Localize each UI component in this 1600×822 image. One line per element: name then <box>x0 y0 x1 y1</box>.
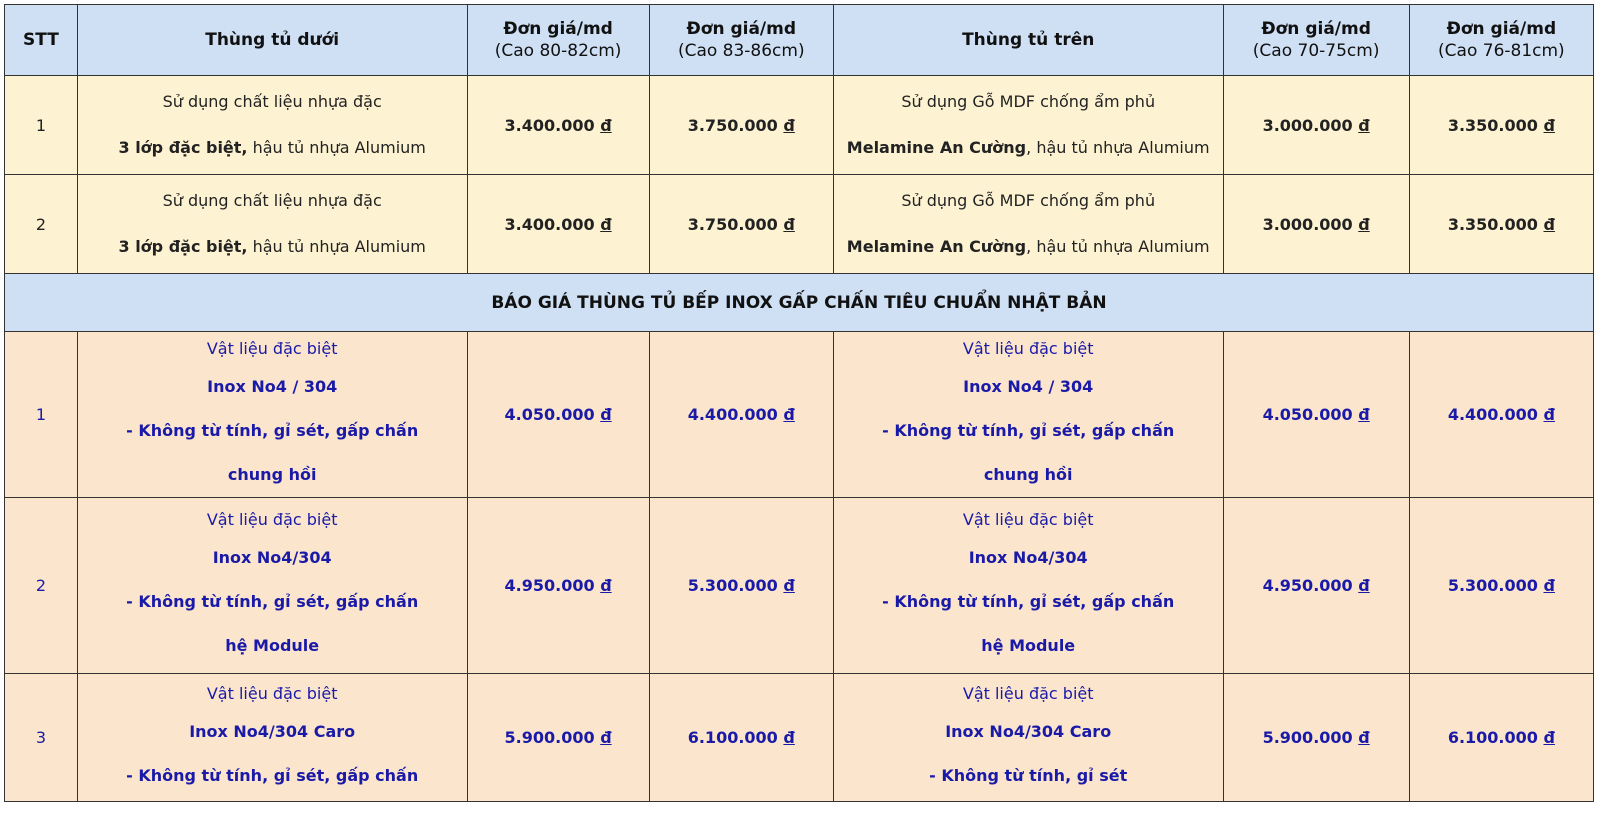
currency-symbol: đ <box>783 728 795 747</box>
desc-line: hệ Module <box>225 635 320 655</box>
header-price-3-sub: (Cao 70-75cm) <box>1252 41 1380 61</box>
section-row <box>5 274 1594 332</box>
header-price-1-sub: (Cao 80-82cm) <box>494 41 622 61</box>
price-value: 3.350.000 <box>1447 214 1538 234</box>
currency-symbol: đ <box>1543 405 1555 424</box>
price-cell <box>1223 332 1409 498</box>
price-value: 5.900.000 <box>1262 728 1353 747</box>
price-value: 6.100.000 <box>1447 728 1538 747</box>
lower-desc-cell <box>77 175 467 274</box>
desc-line: - Không từ tính, gỉ sét, gấp chấn <box>882 591 1175 611</box>
desc-rest: , hậu tủ nhựa Alumium <box>1026 138 1210 157</box>
price-table <box>4 4 1594 802</box>
price-value: 3.000.000 <box>1262 115 1353 135</box>
currency-symbol: đ <box>1358 576 1370 595</box>
price-value: 4.950.000 <box>504 576 595 595</box>
desc-line: Sử dụng chất liệu nhựa đặc <box>162 92 382 111</box>
lower-desc-cell <box>77 674 467 802</box>
stt-cell: 3 <box>5 674 78 802</box>
desc-line: Inox No4/304 <box>212 547 332 567</box>
header-price-4 <box>1409 5 1593 76</box>
desc-line: - Không từ tính, gỉ sét, gấp chấn <box>126 591 419 611</box>
price-value: 3.400.000 <box>504 115 595 135</box>
currency-symbol: đ <box>1543 214 1555 234</box>
header-price-4-sub: (Cao 76-81cm) <box>1438 41 1565 61</box>
price-cell <box>1223 76 1409 175</box>
desc-line: - Không từ tính, gỉ sét, gấp chấn <box>126 765 419 785</box>
header-row <box>5 5 1594 76</box>
header-price-3-title: Đơn giá/md <box>1261 19 1371 39</box>
desc-line: Vật liệu đặc biệt <box>962 683 1094 703</box>
price-cell <box>467 76 649 175</box>
desc-line: Inox No4 / 304 <box>207 376 338 396</box>
desc-line <box>840 235 1217 259</box>
desc-line: - Không từ tính, gỉ sét, gấp chấn <box>126 420 419 440</box>
desc-line: chung hồi <box>983 464 1073 484</box>
desc-line: chung hồi <box>227 464 317 484</box>
desc-line: Inox No4/304 Caro <box>945 721 1112 741</box>
stt-cell: 1 <box>5 332 78 498</box>
header-lower-cabinet: Thùng tủ dưới <box>77 5 467 76</box>
stt-cell: 2 <box>5 498 78 674</box>
price-cell <box>1409 76 1593 175</box>
desc-line: Inox No4/304 <box>968 547 1088 567</box>
currency-symbol: đ <box>600 576 612 595</box>
upper-desc-cell <box>833 76 1223 175</box>
currency-symbol: đ <box>1543 115 1555 135</box>
price-cell <box>467 332 649 498</box>
table-row <box>5 498 1594 674</box>
desc-bold: 3 lớp đặc biệt, <box>118 237 248 256</box>
stt-cell: 2 <box>5 175 78 274</box>
price-cell <box>649 674 833 802</box>
currency-symbol: đ <box>1543 728 1555 747</box>
price-cell <box>649 498 833 674</box>
upper-desc-cell <box>833 498 1223 674</box>
stt-cell: 1 <box>5 76 78 175</box>
lower-desc-cell <box>77 76 467 175</box>
price-value: 5.300.000 <box>687 576 778 595</box>
price-cell <box>649 332 833 498</box>
desc-line <box>84 235 461 259</box>
price-cell <box>1409 332 1593 498</box>
currency-symbol: đ <box>1358 214 1370 234</box>
table-row <box>5 175 1594 274</box>
price-cell <box>649 76 833 175</box>
lower-desc-cell <box>77 498 467 674</box>
currency-symbol: đ <box>600 115 612 135</box>
desc-bold: Melamine An Cường <box>846 237 1027 256</box>
price-value: 3.750.000 <box>687 214 778 234</box>
currency-symbol: đ <box>783 214 795 234</box>
price-cell <box>1223 674 1409 802</box>
currency-symbol: đ <box>1358 115 1370 135</box>
price-value: 3.000.000 <box>1262 214 1353 234</box>
desc-line: Sử dụng Gỗ MDF chống ẩm phủ <box>901 92 1156 111</box>
header-upper-cabinet: Thùng tủ trên <box>833 5 1223 76</box>
price-value: 3.350.000 <box>1447 115 1538 135</box>
desc-line <box>84 136 461 160</box>
price-cell <box>1409 498 1593 674</box>
price-value: 4.400.000 <box>687 405 778 424</box>
desc-line: Vật liệu đặc biệt <box>962 509 1094 529</box>
desc-line: Sử dụng Gỗ MDF chống ẩm phủ <box>901 191 1156 210</box>
desc-rest: hậu tủ nhựa Alumium <box>247 237 426 256</box>
price-value: 4.400.000 <box>1447 405 1538 424</box>
desc-bold: Melamine An Cường <box>846 138 1027 157</box>
price-value: 4.050.000 <box>1262 405 1353 424</box>
desc-line: - Không từ tính, gỉ sét, gấp chấn <box>882 420 1175 440</box>
upper-desc-cell <box>833 674 1223 802</box>
currency-symbol: đ <box>783 576 795 595</box>
section-title: BÁO GIÁ THÙNG TỦ BẾP INOX GẤP CHẤN TIÊU CHUẨN NHẬT BẢN <box>5 274 1594 332</box>
price-cell <box>467 498 649 674</box>
price-cell <box>467 674 649 802</box>
price-value: 5.900.000 <box>504 728 595 747</box>
header-price-2 <box>649 5 833 76</box>
price-cell <box>1409 674 1593 802</box>
upper-desc-cell <box>833 175 1223 274</box>
currency-symbol: đ <box>783 115 795 135</box>
header-price-1-title: Đơn giá/md <box>503 19 613 39</box>
price-value: 5.300.000 <box>1447 576 1538 595</box>
desc-line: Inox No4/304 Caro <box>189 721 356 741</box>
desc-line: Vật liệu đặc biệt <box>206 338 338 358</box>
lower-desc-cell <box>77 332 467 498</box>
price-cell <box>467 175 649 274</box>
desc-line: Vật liệu đặc biệt <box>962 338 1094 358</box>
header-price-3 <box>1223 5 1409 76</box>
table-row <box>5 76 1594 175</box>
desc-rest: , hậu tủ nhựa Alumium <box>1026 237 1210 256</box>
desc-line: Inox No4 / 304 <box>963 376 1094 396</box>
table-row <box>5 332 1594 498</box>
currency-symbol: đ <box>600 405 612 424</box>
desc-bold: 3 lớp đặc biệt, <box>118 138 248 157</box>
currency-symbol: đ <box>1358 405 1370 424</box>
desc-line <box>840 136 1217 160</box>
price-cell <box>1409 175 1593 274</box>
desc-rest: hậu tủ nhựa Alumium <box>247 138 426 157</box>
currency-symbol: đ <box>783 405 795 424</box>
desc-line: Vật liệu đặc biệt <box>206 683 338 703</box>
price-value: 4.950.000 <box>1262 576 1353 595</box>
price-value: 4.050.000 <box>504 405 595 424</box>
price-value: 6.100.000 <box>687 728 778 747</box>
price-cell <box>1223 498 1409 674</box>
header-price-4-title: Đơn giá/md <box>1446 19 1557 39</box>
price-cell <box>1223 175 1409 274</box>
price-value: 3.750.000 <box>687 115 778 135</box>
currency-symbol: đ <box>600 728 612 747</box>
desc-line: Sử dụng chất liệu nhựa đặc <box>162 191 382 210</box>
currency-symbol: đ <box>600 214 612 234</box>
currency-symbol: đ <box>1543 576 1555 595</box>
desc-line: - Không từ tính, gỉ sét <box>929 765 1128 785</box>
upper-desc-cell <box>833 332 1223 498</box>
desc-line: hệ Module <box>981 635 1076 655</box>
header-stt: STT <box>5 5 78 76</box>
header-price-2-title: Đơn giá/md <box>686 19 797 39</box>
price-value: 3.400.000 <box>504 214 595 234</box>
desc-line: Vật liệu đặc biệt <box>206 509 338 529</box>
table-row <box>5 674 1594 802</box>
currency-symbol: đ <box>1358 728 1370 747</box>
header-price-1 <box>467 5 649 76</box>
price-cell <box>649 175 833 274</box>
header-price-2-sub: (Cao 83-86cm) <box>677 41 805 61</box>
